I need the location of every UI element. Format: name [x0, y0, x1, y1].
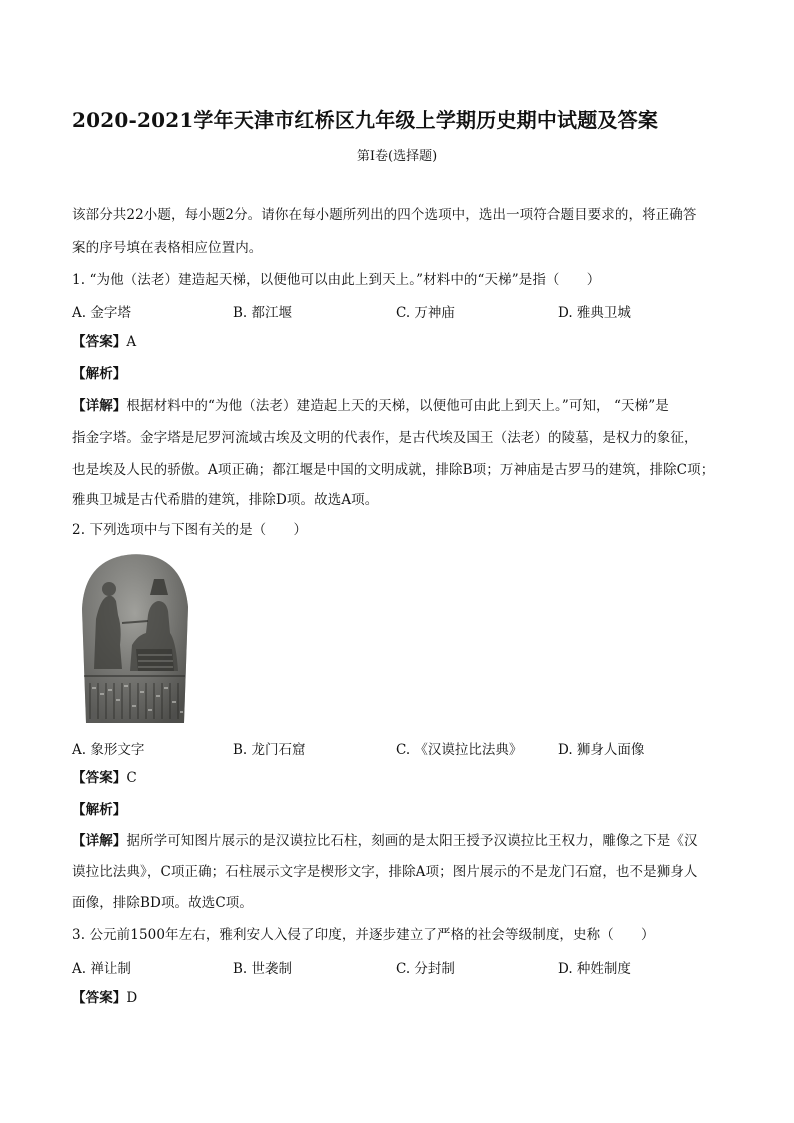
q2-option-c: C. 《汉谟拉比法典》: [396, 742, 523, 758]
q1-detail-line-4: 雅典卫城是古代希腊的建筑，排除D项。故选A项。: [72, 492, 379, 508]
q2-option-a: A. 象形文字: [72, 742, 145, 758]
q2-detail-line-3: 面像，排除BD项。故选C项。: [72, 895, 253, 911]
detail-text: 根据材料中的“为他（法老）建造起上天的天梯，以便他可由此上到天上。”可知， “天梯”是: [126, 398, 669, 414]
q2-analysis-tag: 【解析】: [72, 802, 127, 818]
detail-text: 据所学可知图片展示的是汉谟拉比石柱，刻画的是太阳王授予汉谟拉比王权力，雕像之下是《汉: [126, 833, 698, 849]
answer-value: C: [126, 770, 137, 786]
detail-tag: 【详解】: [72, 833, 127, 849]
detail-tag: 【详解】: [72, 398, 127, 414]
q2-option-b: B. 龙门石窟: [233, 742, 306, 758]
question-3-stem: 3. 公元前1500年左右，雅利安人入侵了印度，并逐步建立了严格的社会等级制度，史称（ ）: [72, 927, 655, 943]
hammurabi-stele-image: [72, 549, 196, 723]
intro-line-2: 案的序号填在表格相应位置内。: [72, 240, 263, 256]
q1-option-a: A. 金字塔: [72, 305, 131, 321]
q3-option-d: D. 种姓制度: [558, 961, 631, 977]
q2-detail-line-2: 谟拉比法典》，C项正确；石柱展示文字是楔形文字，排除A项；图片展示的不是龙门石窟，也不是狮身人: [72, 864, 698, 880]
q1-detail-line-2: 指金字塔。金字塔是尼罗河流域古埃及文明的代表作，是古代埃及国王（法老）的陵墓，是权力的象征，: [72, 430, 698, 446]
answer-tag: 【答案】: [72, 990, 127, 1006]
answer-tag: 【答案】: [72, 770, 127, 786]
q1-detail-line-3: 也是埃及人民的骄傲。A项正确；都江堰是中国的文明成就，排除B项；万神庙是古罗马的建筑，排除C项；: [72, 462, 715, 478]
q1-option-c: C. 万神庙: [396, 305, 455, 321]
q2-option-d: D. 狮身人面像: [558, 742, 645, 758]
q1-option-b: B. 都江堰: [233, 305, 293, 321]
q2-answer: [72, 768, 722, 788]
q3-option-b: B. 世袭制: [233, 961, 293, 977]
answer-value: A: [126, 334, 137, 350]
section-subtitle: 第Ⅰ卷(选择题): [356, 149, 438, 164]
q1-analysis-tag: 【解析】: [72, 366, 127, 382]
q2-detail-line-1: [72, 831, 722, 851]
q3-answer: [72, 988, 722, 1008]
answer-value: D: [126, 990, 138, 1006]
page-title: 2020-2021学年天津市红桥区九年级上学期历史期中试题及答案: [72, 108, 659, 132]
q3-option-a: A. 禅让制: [72, 961, 131, 977]
answer-tag: 【答案】: [72, 334, 127, 350]
q1-option-d: D. 雅典卫城: [558, 305, 631, 321]
question-2-stem: 2. 下列选项中与下图有关的是（ ）: [72, 522, 308, 538]
q1-detail-line-1: [72, 396, 722, 416]
question-1-stem: 1. “为他（法老）建造起天梯，以便他可以由此上到天上。”材料中的“天梯”是指（ ）: [72, 272, 601, 288]
intro-line-1: 该部分共22小题，每小题2分。请你在每小题所列出的四个选项中，选出一项符合题目要求的，将正确答: [72, 207, 697, 223]
q3-option-c: C. 分封制: [396, 961, 455, 977]
q1-answer: [72, 332, 722, 352]
